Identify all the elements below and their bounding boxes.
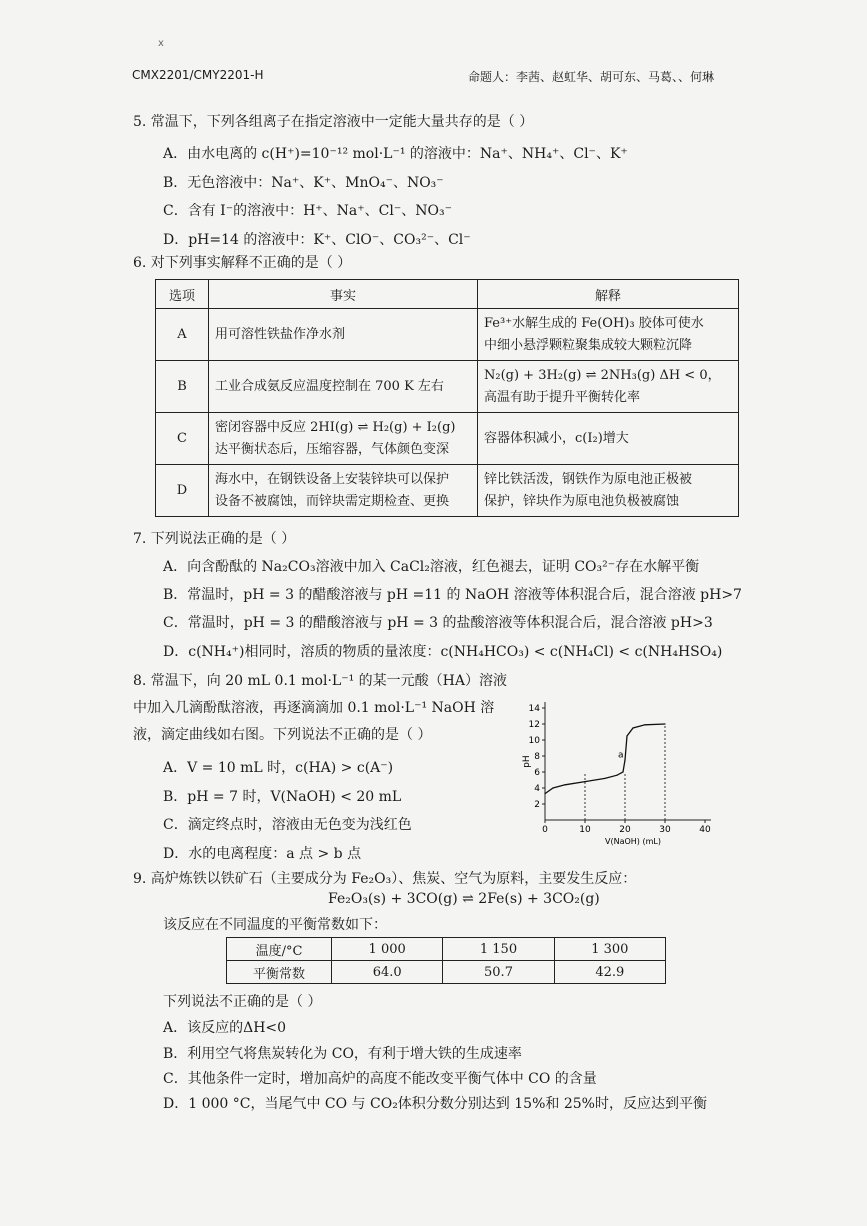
curve-point-6	[622, 771, 623, 772]
y-tick-label-2: 4	[534, 784, 540, 794]
curve-point-3	[584, 781, 585, 782]
q6-row-d	[156, 465, 739, 517]
chart-curve	[544, 723, 665, 794]
curve-point-5	[616, 775, 617, 776]
q6-row-d-fact-line1: 海水中，在钢铁设备上安装锌块可以保护	[215, 471, 450, 487]
q6-table	[155, 279, 739, 517]
curve-point-10	[644, 724, 645, 725]
curve-point-4	[604, 778, 605, 779]
y-tick-label-5: 10	[528, 736, 540, 746]
point-annotation-a: a	[618, 750, 624, 761]
q9-intro: 该反应在不同温度的平衡常数如下：	[163, 917, 387, 933]
y-axis-label: pH	[522, 755, 532, 768]
q5-stem: 5. 常温下，下列各组离子在指定溶液中一定能大量共存的是（ ）	[133, 114, 534, 130]
q5-option-c: C．含有 I⁻的溶液中：H⁺、Na⁺、Cl⁻、NO₃⁻	[163, 203, 452, 219]
q9-stem: 9. 高炉炼铁以铁矿石（主要成分为 Fe₂O₃）、焦炭、空气为原料，主要发生反应：	[133, 871, 637, 887]
q9-equation: Fe₂O₃(s) + 3CO(g) ⇌ 2Fe(s) + 3CO₂(g)	[328, 891, 600, 907]
q6-row-b-explain-line2: 高温有助于提升平衡转化率	[484, 389, 641, 405]
q6-row-b-fact	[209, 361, 478, 413]
q6-row-a-fact	[209, 309, 478, 361]
q6-row-b-fact-line1: 工业合成氨反应温度控制在 700 K 左右	[215, 378, 444, 394]
q7-stem: 7. 下列说法正确的是（ ）	[133, 531, 296, 547]
y-tick-label-6: 12	[528, 720, 540, 730]
q5-option-a: A．由水电离的 c(H⁺)=10⁻¹² mol·L⁻¹ 的溶液中：Na⁺、NH₄⁺、Cl⁻、K⁺	[163, 146, 628, 162]
curve-point-11	[664, 723, 665, 724]
q9-ask: 下列说法不正确的是（ ）	[163, 994, 322, 1010]
chart-dashes	[585, 724, 665, 820]
q6-row-d-explain-line2: 保护，锌块作为原电池负极被腐蚀	[484, 493, 680, 509]
authors-line: 命题人：李茜、赵虹华、胡可东、马葛、、何琳	[468, 70, 715, 84]
q9-option-b: B．利用空气将焦炭转化为 CO，有利于增大铁的生成速率	[163, 1046, 522, 1062]
q9-table	[226, 937, 666, 984]
q6-row-c	[156, 413, 739, 465]
x-axis-label: V(NaOH) (mL)	[605, 837, 661, 846]
q7-option-a: A．向含酚酞的 Na₂CO₃溶液中加入 CaCl₂溶液，红色褪去，证明 CO₃²⁻存在水解平衡	[163, 559, 700, 575]
curve-point-9	[632, 727, 633, 728]
q6-stem: 6. 对下列事实解释不正确的是（ ）	[133, 255, 352, 271]
curve-point-1	[552, 787, 553, 788]
titration-curve-line	[545, 724, 665, 794]
q7-option-b: B．常温时，pH = 3 的醋酸溶液与 pH =11 的 NaOH 溶液等体积混合后，混合溶液 pH>7	[163, 587, 742, 603]
q6-row-d-explain	[478, 465, 739, 517]
q5-option-b: B．无色溶液中：Na⁺、K⁺、MnO₄⁻、NO₃⁻	[163, 175, 444, 191]
q6-row-c-explain-line1: 容器体积减小，c(I₂)增大	[484, 430, 629, 446]
q6-row-a-explain-line1: Fe³⁺水解生成的 Fe(OH)₃ 胶体可使水	[484, 315, 704, 331]
q8-option-a: A．V = 10 mL 时，c(HA) > c(A⁻)	[163, 760, 394, 776]
q8-option-d: D．水的电离程度：a 点 > b 点	[163, 846, 362, 862]
q9-temp-row	[227, 938, 666, 961]
q8-stem-line2: 中加入几滴酚酞溶液，再逐滴滴加 0.1 mol·L⁻¹ NaOH 溶	[133, 700, 495, 716]
q6-row-a-option: A	[156, 309, 209, 361]
y-tick-label-1: 2	[534, 800, 540, 810]
titration-chart	[515, 690, 725, 848]
x-tick-label-0: 0	[542, 825, 548, 835]
y-tick-label-4: 8	[534, 752, 540, 762]
q6-header-option: 选项	[156, 280, 209, 309]
q9-temp-1: 1 000	[332, 938, 443, 961]
q9-k-2: 50.7	[443, 961, 554, 984]
y-tick-label-3: 6	[534, 768, 540, 778]
x-tick-label-2: 20	[619, 825, 631, 835]
y-tick-label-7: 14	[528, 704, 540, 714]
q9-k-row	[227, 961, 666, 984]
q6-row-b-explain-line1: N₂(g) + 3H₂(g) ⇌ 2NH₃(g) ΔH < 0，	[484, 367, 721, 383]
corner-mark: x	[158, 38, 164, 49]
q6-row-d-fact	[209, 465, 478, 517]
q8-option-b: B．pH = 7 时，V(NaOH) < 20 mL	[163, 789, 402, 805]
q6-row-d-fact-line2: 设备不被腐蚀，而锌块需定期检查、更换	[215, 493, 450, 509]
q6-row-c-option: C	[156, 413, 209, 465]
q6-header-row	[156, 280, 739, 309]
x-tick-label-3: 30	[659, 825, 671, 835]
q7-option-c: C．常温时，pH = 3 的醋酸溶液与 pH = 3 的盐酸溶液等体积混合后，混合溶液 pH>3	[163, 615, 713, 631]
q9-k-3: 42.9	[554, 961, 665, 984]
q9-option-a: A．该反应的ΔH<0	[163, 1020, 287, 1036]
x-tick-label-1: 10	[579, 825, 591, 835]
q6-row-d-option: D	[156, 465, 209, 517]
q6-row-b-option: B	[156, 361, 209, 413]
q5-option-d: D．pH=14 的溶液中：K⁺、ClO⁻、CO₃²⁻、Cl⁻	[163, 232, 471, 248]
q9-temp-label: 温度/°C	[227, 938, 332, 961]
q8-stem-line1: 8. 常温下，向 20 mL 0.1 mol·L⁻¹ 的某一元酸（HA）溶液	[133, 673, 507, 689]
q6-row-a-explain-line2: 中细小悬浮颗粒聚集成较大颗粒沉降	[484, 337, 693, 353]
q6-row-b	[156, 361, 739, 413]
q9-k-label: 平衡常数	[227, 961, 332, 984]
q8-stem-line3: 液，滴定曲线如右图。下列说法不正确的是（ ）	[133, 727, 432, 743]
q9-temp-3: 1 300	[554, 938, 665, 961]
q6-header-fact: 事实	[209, 280, 478, 309]
q6-row-a	[156, 309, 739, 361]
q6-row-d-explain-line1: 锌比铁活泼，钢铁作为原电池正极被	[484, 471, 693, 487]
q9-k-1: 64.0	[332, 961, 443, 984]
q6-header-explain: 解释	[478, 280, 739, 309]
curve-point-2	[564, 784, 565, 785]
chart-axes	[542, 702, 711, 823]
x-tick-label-4: 40	[699, 825, 711, 835]
q6-row-b-explain	[478, 361, 739, 413]
q7-option-d: D．c(NH₄⁺)相同时，溶质的物质的量浓度：c(NH₄HCO₃) < c(NH₄Cl) < c(NH₄HSO₄)	[163, 644, 723, 660]
q6-row-c-explain	[478, 413, 739, 465]
q9-option-c: C．其他条件一定时，增加高炉的高度不能改变平衡气体中 CO 的含量	[163, 1071, 597, 1087]
q9-option-d: D．1 000 °C，当尾气中 CO 与 CO₂体积分数分别达到 15%和 25%时，反应达到平衡	[163, 1096, 707, 1112]
q6-row-c-fact-line2: 达平衡状态后，压缩容器，气体颜色变深	[215, 441, 450, 457]
paper-code: CMX2201/CMY2201-H	[132, 68, 264, 82]
curve-point-7	[624, 759, 625, 760]
curve-point-0	[544, 793, 545, 794]
q9-temp-2: 1 150	[443, 938, 554, 961]
curve-point-8	[626, 735, 627, 736]
q6-row-c-fact	[209, 413, 478, 465]
q8-option-c: C．滴定终点时，溶液由无色变为浅红色	[163, 817, 412, 833]
q6-row-c-fact-line1: 密闭容器中反应 2HI(g) ⇌ H₂(g) + I₂(g)	[215, 419, 456, 435]
q6-row-a-explain	[478, 309, 739, 361]
q6-row-a-fact-line1: 用可溶性铁盐作净水剂	[215, 326, 346, 342]
